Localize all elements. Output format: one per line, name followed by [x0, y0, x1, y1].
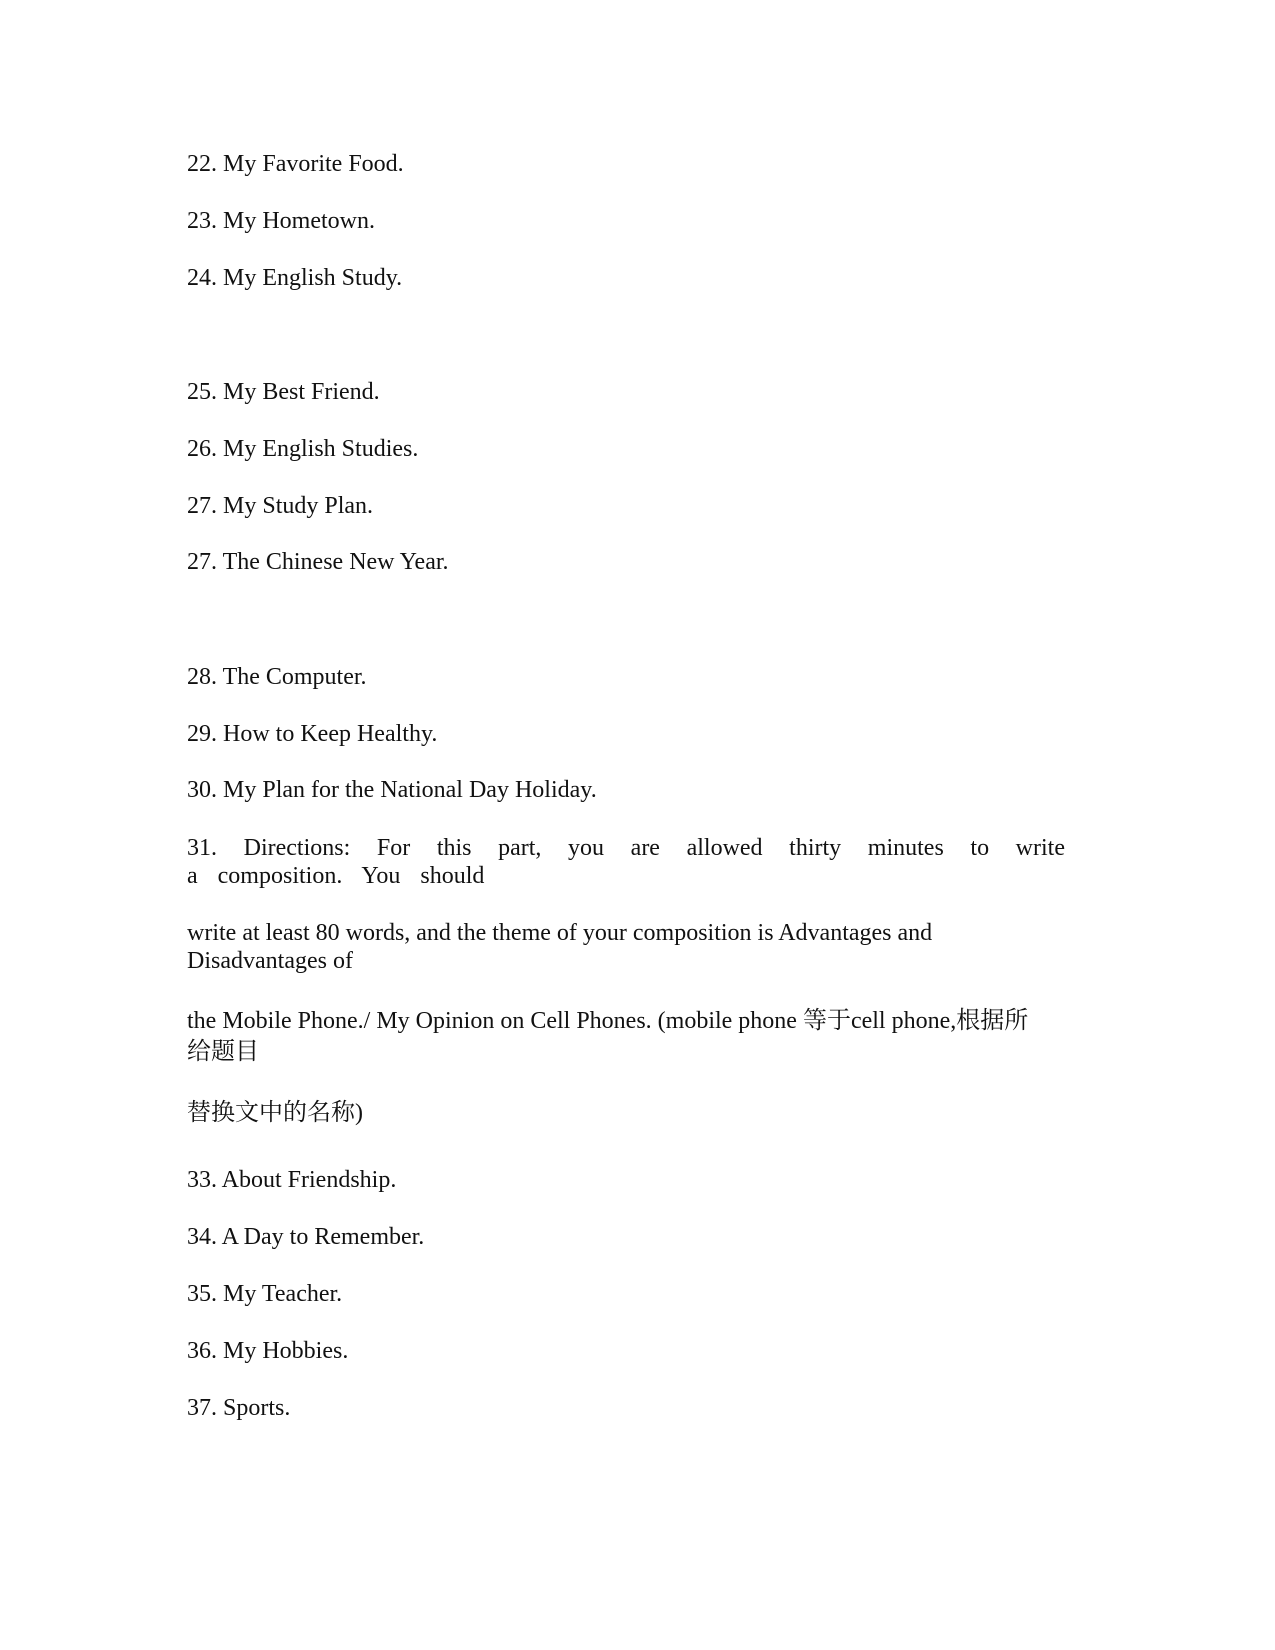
directions-line: the Mobile Phone./ My Opinion on Cell Phones. (mobile phone 等于cell phone,根据所	[187, 1008, 1029, 1034]
list-item: 30. My Plan for the National Day Holiday.	[187, 777, 597, 803]
list-item: 34. A Day to Remember.	[187, 1224, 425, 1250]
list-item: 28. The Computer.	[187, 664, 367, 690]
list-item: 22. My Favorite Food.	[187, 151, 404, 177]
directions-line: 给题目	[187, 1039, 259, 1065]
list-item: 35. My Teacher.	[187, 1281, 343, 1307]
directions-paragraph	[187, 919, 1065, 975]
list-item: 24. My English Study.	[187, 265, 403, 291]
directions-line: write at least 80 words, and the theme of your composition is Advantages and	[187, 920, 933, 946]
list-item: 33. About Friendship.	[187, 1167, 397, 1193]
list-item: 36. My Hobbies.	[187, 1338, 349, 1364]
list-item: 27. The Chinese New Year.	[187, 549, 449, 575]
list-item: 26. My English Studies.	[187, 436, 419, 462]
directions-line: Disadvantages of	[187, 948, 353, 974]
directions-line: 替换文中的名称)	[187, 1100, 363, 1126]
directions-line: 31. Directions: For this part, you are allowed thirty minutes to write	[187, 835, 1065, 861]
list-item: 23. My Hometown.	[187, 208, 375, 234]
directions-line: a composition. You should	[187, 863, 485, 889]
list-item: 37. Sports.	[187, 1395, 291, 1421]
list-item: 27. My Study Plan.	[187, 493, 374, 519]
list-item: 29. How to Keep Healthy.	[187, 721, 438, 747]
directions-paragraph	[187, 1006, 1065, 1068]
list-item: 25. My Best Friend.	[187, 379, 380, 405]
